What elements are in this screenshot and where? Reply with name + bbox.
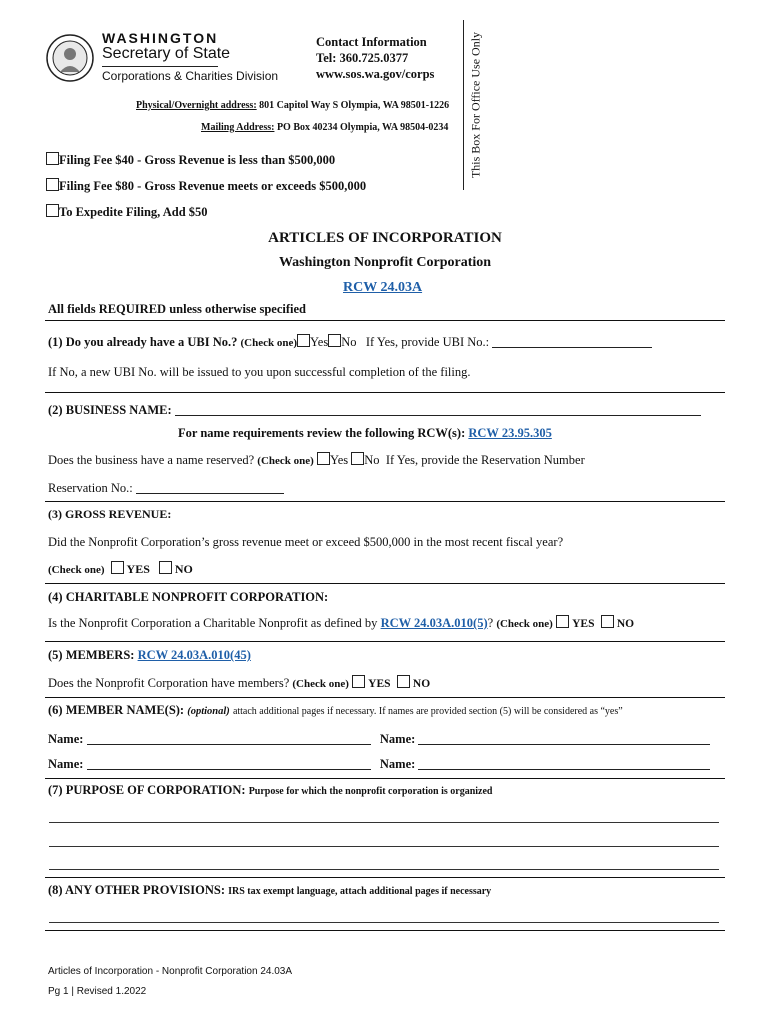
member-name-field-2[interactable] <box>418 744 710 745</box>
org-name-washington: WASHINGTON <box>102 30 219 46</box>
contact-web: www.sos.wa.gov/corps <box>316 67 435 81</box>
divider-6 <box>45 778 725 779</box>
s4-check-one: (Check one) <box>496 618 553 630</box>
state-seal-icon <box>46 34 94 82</box>
footer-form-name: Articles of Incorporation - Nonprofit Corporation 24.03A <box>48 966 293 977</box>
member-name-field-4[interactable] <box>418 769 710 770</box>
fee-80-label: Filing Fee $80 - Gross Revenue meets or exceeds $500,000 <box>59 179 367 193</box>
divider-3 <box>45 583 725 584</box>
s7-note: Purpose for which the nonprofit corporation is organized <box>248 786 493 797</box>
s5-question-row <box>48 675 430 691</box>
s1-yes-checkbox[interactable] <box>297 334 310 347</box>
mailing-address-label: Mailing Address: <box>201 122 275 133</box>
divider-7 <box>45 877 725 878</box>
s7-label: (7) PURPOSE OF CORPORATION: <box>48 783 246 797</box>
s2-reservation-label: Reservation No.: <box>48 481 133 495</box>
divider-2 <box>45 501 725 502</box>
s2-rcw-link[interactable]: RCW 23.95.305 <box>468 426 552 440</box>
s7-header <box>48 783 492 798</box>
s6-header <box>48 703 623 718</box>
s5-rcw-link[interactable]: RCW 24.03A.010(45) <box>137 648 251 662</box>
s6-label: (6) MEMBER NAME(S): <box>48 703 185 717</box>
s4-no-checkbox[interactable] <box>601 615 614 628</box>
fee-40-checkbox[interactable] <box>46 152 59 165</box>
org-division: Corporations & Charities Division <box>102 69 279 83</box>
s1-provide: If Yes, provide UBI No.: <box>365 335 490 349</box>
s2-reservation <box>48 481 284 496</box>
s4-question-row <box>48 615 634 631</box>
s4-rcw-link[interactable]: RCW 24.03A.010(5) <box>380 616 488 630</box>
s5-no-label: NO <box>412 678 431 690</box>
member-name-field-1[interactable] <box>87 744 371 745</box>
section-1-ubi <box>48 334 652 350</box>
provisions-line-1[interactable] <box>49 922 719 923</box>
s8-header <box>48 883 491 898</box>
member-name-label-2: Name: <box>379 732 416 746</box>
divider-8 <box>45 930 725 931</box>
s3-yes-label: YES <box>126 562 150 576</box>
section-2-business-name <box>48 403 701 418</box>
org-rule <box>102 66 218 67</box>
s2-provide: If Yes, provide the Reservation Number <box>385 453 585 467</box>
s5-no-checkbox[interactable] <box>397 675 410 688</box>
contact-title: Contact Information <box>316 35 427 49</box>
s2-reserved-question: Does the business have a name reserved? <box>48 453 255 467</box>
s1-note: If No, a new UBI No. will be issued to you upon successful completion of the filing. <box>48 365 471 379</box>
s1-label: (1) Do you already have a UBI No.? <box>48 335 238 349</box>
s3-no-checkbox[interactable] <box>159 561 172 574</box>
s3-check-one: (Check one) <box>48 564 105 576</box>
divider-1 <box>45 392 725 393</box>
s2-yes-checkbox[interactable] <box>317 452 330 465</box>
member-name-field-3[interactable] <box>87 769 371 770</box>
s1-yes-label: Yes <box>310 335 329 349</box>
expedite-label: To Expedite Filing, Add $50 <box>59 205 208 219</box>
s2-requirements <box>178 426 552 441</box>
s4-question-mark: ? <box>487 616 494 630</box>
fee-option-40 <box>46 152 335 168</box>
form-rcw-link[interactable]: RCW 24.03A <box>343 280 423 295</box>
s4-yes-checkbox[interactable] <box>556 615 569 628</box>
s4-no-label: NO <box>616 618 635 630</box>
s3-options <box>48 561 193 577</box>
divider-top <box>45 320 725 321</box>
s1-check-one: (Check one) <box>240 337 298 349</box>
s5-yes-checkbox[interactable] <box>352 675 365 688</box>
expedite-checkbox[interactable] <box>46 204 59 217</box>
reservation-number-field[interactable] <box>136 493 284 494</box>
s4-question: Is the Nonprofit Corporation a Charitable Nonprofit as defined by <box>48 616 378 630</box>
physical-address-label: Physical/Overnight address: <box>136 100 257 111</box>
s2-label: (2) BUSINESS NAME: <box>48 403 172 417</box>
fee-80-checkbox[interactable] <box>46 178 59 191</box>
purpose-line-1[interactable] <box>49 822 719 823</box>
s2-no-label: No <box>364 453 380 467</box>
s2-no-checkbox[interactable] <box>351 452 364 465</box>
s6-optional: (optional) <box>187 706 230 717</box>
s4-yes-label: YES <box>572 618 595 630</box>
s5-yes-label: YES <box>368 678 391 690</box>
member-name-row-1 <box>48 732 710 747</box>
fee-option-80 <box>46 178 366 194</box>
s3-label: (3) GROSS REVENUE: <box>48 507 172 521</box>
fee-40-label: Filing Fee $40 - Gross Revenue is less than $500,000 <box>59 153 336 167</box>
s5-check-one: (Check one) <box>292 678 349 690</box>
purpose-line-2[interactable] <box>49 846 719 847</box>
s1-no-label: No <box>341 335 357 349</box>
form-subtitle: Washington Nonprofit Corporation <box>278 255 492 270</box>
office-use-text: This Box For Office Use Only <box>468 31 483 179</box>
s5-question: Does the Nonprofit Corporation have members? <box>48 676 290 690</box>
member-name-label-3: Name: <box>48 757 84 771</box>
fee-option-expedite <box>46 204 208 220</box>
business-name-field[interactable] <box>175 415 701 416</box>
s5-header <box>48 648 251 663</box>
form-title: ARTICLES OF INCORPORATION <box>268 230 502 246</box>
divider-5 <box>45 697 725 698</box>
s2-reserved <box>48 452 585 468</box>
physical-address-value: 801 Capitol Way S Olympia, WA 98501-1226 <box>259 100 450 111</box>
purpose-line-3[interactable] <box>49 869 719 870</box>
footer-page-info: Pg 1 | Revised 1.2022 <box>48 986 147 997</box>
ubi-number-field[interactable] <box>492 347 652 348</box>
s2-check-one: (Check one) <box>257 455 314 467</box>
contact-tel: Tel: 360.725.0377 <box>316 51 409 65</box>
s4-label: (4) CHARITABLE NONPROFIT CORPORATION: <box>48 590 329 604</box>
divider-4 <box>45 641 725 642</box>
member-name-label-4: Name: <box>379 757 416 771</box>
mailing-address <box>201 122 448 133</box>
member-name-row-2 <box>48 757 710 772</box>
s2-yes-label: Yes <box>329 453 349 467</box>
s1-no-checkbox[interactable] <box>328 334 341 347</box>
member-name-label-1: Name: <box>48 732 84 746</box>
s3-yes-checkbox[interactable] <box>111 561 124 574</box>
required-note: All fields REQUIRED unless otherwise specified <box>48 302 306 316</box>
s6-note: attach additional pages if necessary. If names are provided section (5) will be considered as “yes” <box>232 706 623 717</box>
office-use-box <box>463 20 488 190</box>
s3-question: Did the Nonprofit Corporation’s gross revenue meet or exceed $500,000 in the most recent fiscal year? <box>48 535 564 549</box>
s8-label: (8) ANY OTHER PROVISIONS: <box>48 883 225 897</box>
mailing-address-value: PO Box 40234 Olympia, WA 98504-0234 <box>276 122 449 133</box>
s8-note: IRS tax exempt language, attach additional pages if necessary <box>228 886 492 897</box>
s5-label: (5) MEMBERS: <box>48 648 135 662</box>
s2-req-text: For name requirements review the following RCW(s): <box>178 426 466 440</box>
physical-address <box>136 100 449 111</box>
s3-no-label: NO <box>174 562 193 576</box>
org-name-secretary: Secretary of State <box>102 45 231 62</box>
